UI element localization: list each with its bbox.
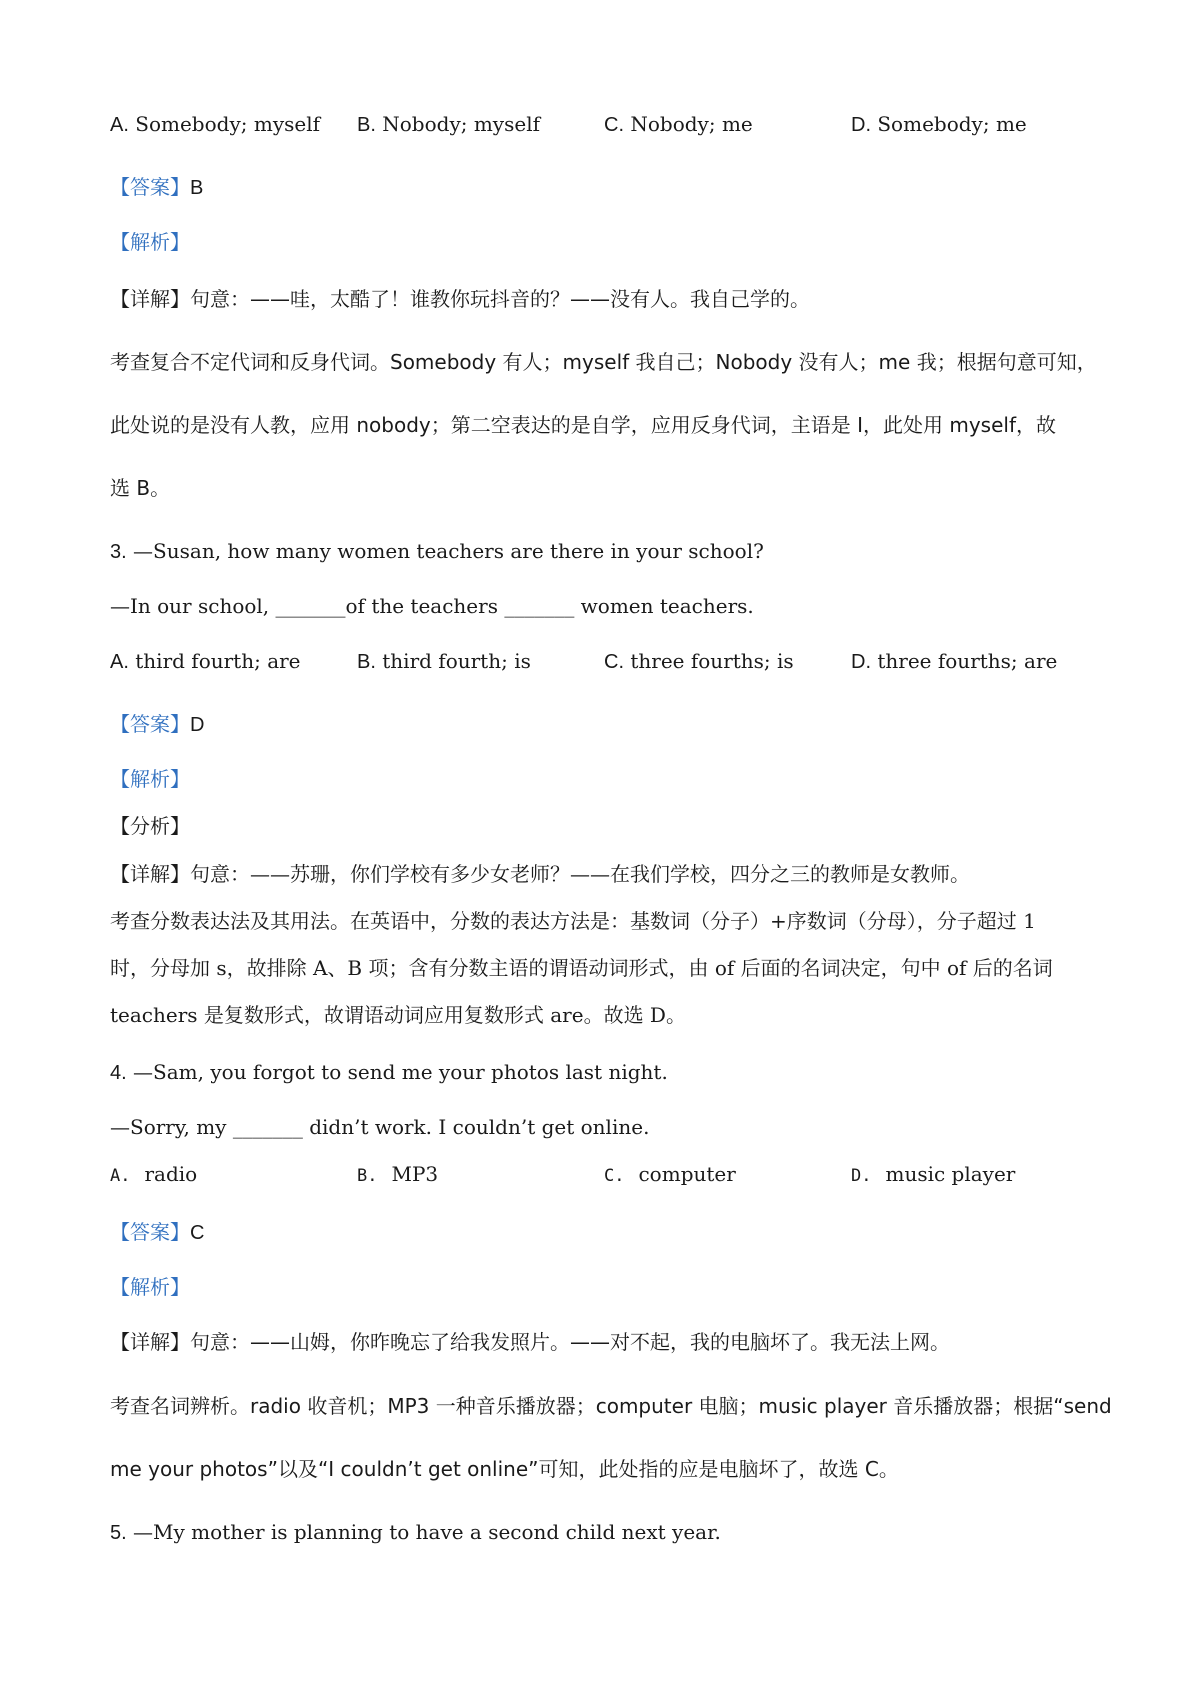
q3-answer [110, 710, 204, 739]
question-text: —My mother is planning to have a second child next year. [126, 1520, 721, 1544]
q2-option-c[interactable] [604, 110, 753, 139]
q4-option-a[interactable] [110, 1160, 197, 1190]
option-text: third fourth; are [128, 649, 301, 673]
q4-detail: 【详解】句意：——山姆，你昨晚忘了给我发照片。——对不起，我的电脑坏了。我无法上网。 [110, 1330, 950, 1354]
q4-stem-2: —Sorry, my _______ didn’t work. I couldn’t get online. [110, 1115, 650, 1139]
question-text: —Sam, you forgot to send me your photos last night. [126, 1060, 668, 1084]
answer-value: C [190, 1222, 205, 1244]
q3-explain-line-3: teachers 是复数形式，故谓语动词应用复数形式 are。故选 D。 [110, 1003, 686, 1027]
q3-option-c[interactable] [604, 647, 794, 676]
analysis-tag: 【解析】 [110, 767, 190, 791]
option-letter: D. [851, 114, 871, 136]
option-text: radio [144, 1162, 198, 1186]
option-text: third fourth; is [375, 649, 531, 673]
analysis-tag: 【解析】 [110, 1275, 190, 1299]
option-letter: C. [604, 651, 624, 673]
option-text: Somebody; me [871, 112, 1027, 136]
analysis-tag: 【解析】 [110, 230, 190, 254]
q3-option-d[interactable] [851, 647, 1057, 676]
q3-analysis-tag [110, 765, 190, 793]
q3-stem [110, 537, 764, 566]
q2-option-a[interactable] [110, 110, 320, 139]
option-letter: A. [110, 651, 129, 673]
question-text: —Susan, how many women teachers are there in your school? [126, 539, 764, 563]
q4-explain-line-2: me your photos”以及“I couldn’t get online”可知，此处指的应是电脑坏了，故选 C。 [110, 1457, 899, 1481]
q3-option-a[interactable] [110, 647, 301, 676]
answer-tag: 【答案】 [110, 1220, 190, 1244]
option-letter: A. [110, 1166, 131, 1186]
option-letter: D. [851, 1166, 872, 1186]
option-text: three fourths; are [871, 649, 1058, 673]
option-text: Nobody; myself [375, 112, 541, 136]
q3-fenxi: 【分析】 [110, 814, 190, 838]
q3-explain-line-2: 时，分母加 s，故排除 A、B 项；含有分数主语的谓语动词形式，由 of 后面的名词决定，句中 of 后的名词 [110, 956, 1053, 980]
q2-detail: 【详解】句意：——哇，太酷了！谁教你玩抖音的？——没有人。我自己学的。 [110, 287, 810, 311]
q2-option-d[interactable] [851, 110, 1027, 139]
q4-option-b[interactable] [357, 1160, 438, 1190]
option-letter: A. [110, 114, 129, 136]
q2-option-b[interactable] [357, 110, 540, 139]
answer-value: D [190, 714, 205, 736]
q4-option-d[interactable] [851, 1160, 1015, 1190]
question-number: 5. [110, 1522, 127, 1544]
question-number: 3. [110, 541, 127, 563]
q4-explain-line-1: 考查名词辨析。radio 收音机；MP3 一种音乐播放器；computer 电脑；music player 音乐播放器；根据“send [110, 1394, 1112, 1418]
answer-value: B [190, 177, 204, 199]
q2-explain-line-2: 此处说的是没有人教，应用 nobody；第二空表达的是自学，应用反身代词，主语是 I，此处用 myself，故 [110, 413, 1056, 437]
option-letter: D. [851, 651, 871, 673]
q2-explain-line-3: 选 B。 [110, 476, 171, 500]
q4-option-c[interactable] [604, 1160, 736, 1190]
answer-tag: 【答案】 [110, 712, 190, 736]
q5-stem [110, 1518, 721, 1547]
option-text: MP3 [391, 1162, 439, 1186]
option-text: Nobody; me [624, 112, 753, 136]
q2-analysis-tag [110, 228, 190, 256]
q4-analysis-tag [110, 1273, 190, 1301]
q2-answer [110, 173, 203, 202]
answer-tag: 【答案】 [110, 175, 190, 199]
question-number: 4. [110, 1062, 127, 1084]
q3-explain-line-1: 考查分数表达法及其用法。在英语中，分数的表达方法是：基数词（分子）+序数词（分母），分子超过 1 [110, 909, 1036, 933]
q3-detail: 【详解】句意：——苏珊，你们学校有多少女老师？——在我们学校，四分之三的教师是女教师。 [110, 862, 970, 886]
option-letter: C. [604, 1166, 625, 1186]
q4-answer [110, 1218, 204, 1247]
q4-stem [110, 1058, 668, 1087]
option-text: three fourths; is [624, 649, 794, 673]
q3-stem-2: —In our school, _______of the teachers _______ women teachers. [110, 594, 754, 618]
option-text: computer [638, 1162, 736, 1186]
option-text: Somebody; myself [128, 112, 321, 136]
option-text: music player [885, 1162, 1016, 1186]
q2-explain-line-1: 考查复合不定代词和反身代词。Somebody 有人；myself 我自己；Nobody 没有人；me 我；根据句意可知， [110, 350, 1097, 374]
q3-option-b[interactable] [357, 647, 531, 676]
option-letter: B. [357, 1166, 378, 1186]
option-letter: B. [357, 651, 376, 673]
option-letter: C. [604, 114, 624, 136]
option-letter: B. [357, 114, 376, 136]
